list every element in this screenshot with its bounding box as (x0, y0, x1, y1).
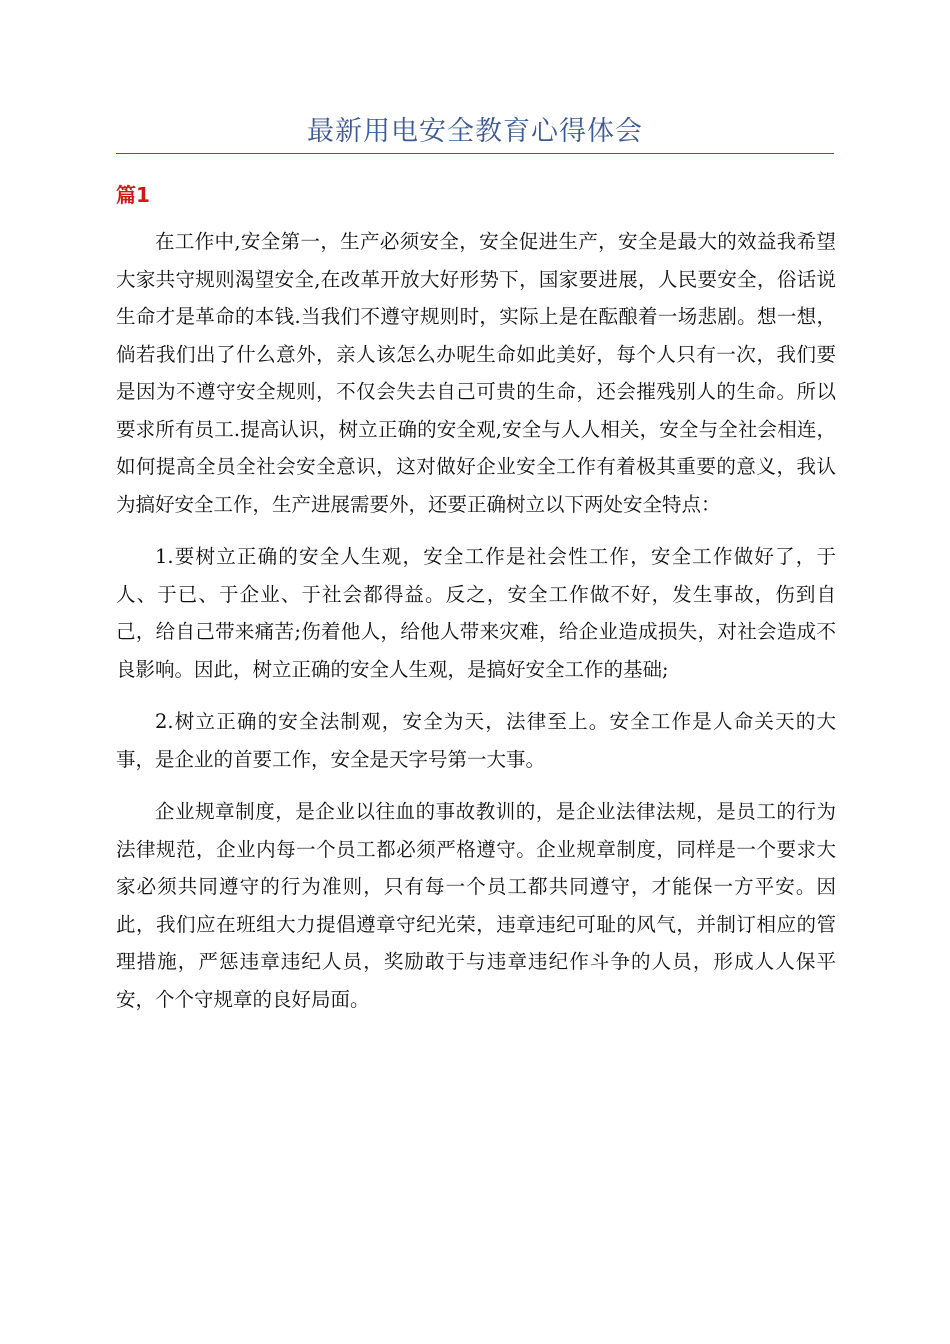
title-underline (116, 153, 834, 154)
paragraph-4: 企业规章制度，是企业以往血的事故教训的，是企业法律法规，是员工的行为法律规范，企业内每一个员工都必须严格遵守。企业规章制度，同样是一个要求大家必须共同遵守的行为准则，只有每一个员工都共同遵守，才能保一方平安。因此，我们应在班组大力提倡遵章守纪光荣，违章违纪可耻的风气，并制订相应的管理措施，严惩违章违纪人员，奖励敢于与违章违纪作斗争的人员，形成人人保平安，个个守规章的良好局面。 (116, 800, 836, 1011)
paragraph-3: 2.树立正确的安全法制观，安全为天，法律至上。安全工作是人命关天的大事，是企业的首要工作，安全是天字号第一大事。 (116, 710, 836, 771)
page-title: 最新用电安全教育心得体会 (307, 116, 643, 147)
body-text (116, 223, 836, 1033)
section-heading: 篇1 (116, 183, 150, 207)
paragraph-2: 1.要树立正确的安全人生观，安全工作是社会性工作，安全工作做好了，于人、于已、于企业、于社会都得益。反之，安全工作做不好，发生事故，伤到自己，给自己带来痛苦;伤着他人，给他人带来灾难，给企业造成损失，对社会造成不良影响。因此，树立正确的安全人生观，是搞好安全工作的基础; (116, 545, 836, 681)
paragraph-1: 在工作中,安全第一，生产必须安全，安全促进生产，安全是最大的效益我希望大家共守规则渴望安全,在改革开放大好形势下，国家要进展，人民要安全，俗话说生命才是革命的本钱.当我们不遵守规则时，实际上是在酝酿着一场悲剧。想一想，倘若我们出了什么意外，亲人该怎么办呢生命如此美好，每个人只有一次，我们要是因为不遵守安全规则，不仅会失去自己可贵的生命，还会摧残别人的生命。所以要求所有员工.提高认识，树立正确的安全观,安全与人人相关，安全与全社会相连，如何提高全员全社会安全意识，这对做好企业安全工作有着极其重要的意义，我认为搞好安全工作，生产进展需要外，还要正确树立以下两处安全特点： (116, 230, 836, 516)
